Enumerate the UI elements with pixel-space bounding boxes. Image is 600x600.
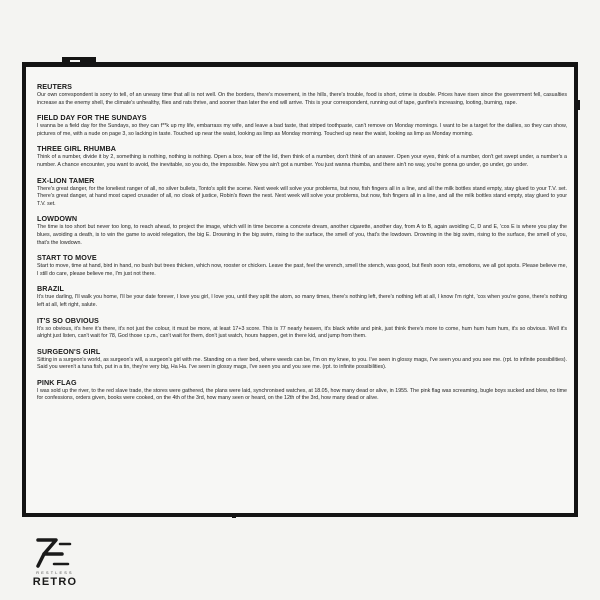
song-lyrics: Our own correspondent is sorry to tell, of an uneasy time that all is not well. On the borders, there's movement, in the hills, there's trouble, food is short, crime is double. Prices have risen since the government fell, casualties increase as the enemy shell, the climate's unhealthy, flies and rats thrive, and sooner than later the end will arrive. This is your correspondent, running out of tape, gunfire's increasing, looting, burning, rape. bbox=[37, 92, 567, 106]
song-title: FIELD DAY FOR THE SUNDAYS bbox=[37, 113, 147, 123]
song-title: SURGEON'S GIRL bbox=[37, 346, 101, 356]
song-lyrics: There's great danger, for the loneliest ranger of all, no silver bullets, Tonto's split the scene. Next week will solve your problems, but now, fish fingers all in a line, and all the milk bottles stand empty, stay glued to your T.V. set. There's great danger, at hand most caped crusader of all, no cloak of justice, Robin's flown the nest. Next week will solve your problems, but now, fish fingers all in a line, and all the milk bottles stand empty, stay glued to your T.V. set. bbox=[37, 185, 567, 207]
song-lyrics: Think of a number, divide it by 2, something is nothing, nothing is nothing. Open a box, tear off the lid, then think of a number, don't think of an answer. Open your eyes, think of a number, don't get swept under, a number's a number. A chance encounter, you want to avoid, the inevitable, so you do, the impossible. Now you ain't got a number. You just wanna rhumba, and there ain't no way, you're gonna go under, go under, go under. bbox=[37, 154, 567, 168]
song-title: REUTERS bbox=[37, 82, 73, 91]
song-title: BRAZIL bbox=[37, 284, 64, 294]
song-block bbox=[37, 113, 567, 138]
song-block bbox=[37, 253, 567, 278]
logo-mark-icon bbox=[30, 534, 80, 572]
song-block bbox=[37, 316, 567, 341]
song-lyrics: Start to move, time at hand, bird in hand, no bush but trees thicken, which now, rooster or chicken. Leave the past, feel the wrench, smell the stench, was good, but flesh soon rots, emotions, we all got spots. Please believe me, I still do care, please believe me, I'm just not there. bbox=[37, 263, 567, 277]
song-title: IT'S SO OBVIOUS bbox=[37, 315, 99, 325]
song-block bbox=[37, 144, 567, 169]
song-lyrics: Sitting in a surgeon's world, as surgeon's will, a surgeon's girl with me. Standing on a river bed, where weeds can be, I'm on my knee, to you. I've seen in glossy mags, I've seen you and you see me. (rpt. to infinite possibilities). Said you weren't a tuna fish, put in a tin, they're very big, Ha Ha. I've seen in glossy mags, I've seen you and you see me. (rpt. to infinite possibilities). bbox=[37, 356, 567, 371]
lyrics-frame bbox=[22, 62, 578, 517]
song-lyrics: It's so obvious, it's here it's there, it's not just the colour, it must be more, at least 17+3 score. This is 77 nearly heaven, it's black white and pink, just think there's more to come, hum hum hum hum, it's so obvious. Well it's alright just listen, can't wait for 78, God those r.p.m., can't wait for them, don't just watch, hours happen, get in there kid, and jump from them. bbox=[37, 325, 567, 340]
song-title: PINK FLAG bbox=[37, 377, 77, 387]
song-block bbox=[37, 176, 567, 209]
song-lyrics: I wanna be a field day for the Sundays, so they can f**k up my life, embarrass my wife, and leave a bad taste, that striped toothpaste, can't remove on Monday mornings. I want to be a target for the dailies, so they can show, pictures of me, with a nude on page 3, so lacking in taste. Touched up near the waist, looking as limp as Monday morning. Touched up near the waist, looking as limp as Monday morning. bbox=[37, 123, 567, 137]
logo-big-text: RETRO bbox=[32, 576, 78, 588]
song-block bbox=[37, 378, 567, 403]
song-block bbox=[37, 214, 567, 247]
lyrics-content bbox=[37, 82, 567, 409]
song-lyrics: The time is too short but never too long, to reach ahead, to project the image, which will in time become a concrete dream, another cigarette, another day, from A to B, again avoiding C, D and E, 'cos E is where you play the blues, avoiding a death, is to win the game to avoid relegation, the big E. Drowning in the big swim, rising to the surface, the smell of you, that's the lowdown. Drowning in the big swim, rising to the surface, the smell of you, that's the lowdown. bbox=[37, 224, 567, 246]
song-title: LOWDOWN bbox=[37, 214, 78, 224]
song-title: THREE GIRL RHUMBA bbox=[37, 144, 117, 154]
song-block bbox=[37, 347, 567, 372]
logo-small-text: RESTLESS bbox=[36, 571, 74, 575]
song-title: EX-LION TAMER bbox=[37, 175, 95, 185]
song-block bbox=[37, 284, 567, 309]
restless-retro-logo bbox=[20, 534, 90, 592]
song-title: START TO MOVE bbox=[37, 253, 97, 263]
song-lyrics: It's true darling, I'll walk you home, I'll be your date forever, I love you girl, I love you, until they split the atom, so many times, there's nothing left, there's nothing left at all, I know I'm right, 'cos when you're gone, there's nothing left at all, left right, salute. bbox=[37, 294, 567, 308]
song-block bbox=[37, 82, 567, 107]
song-lyrics: I was sold up the river, to the red slave trade, the stores were gathered, the plans were laid, synchronised watches, at 18.05, how many dead or alive, in 1955. The pink flag was screaming, bugle boys sucked and blew, no time for confessions, orders given, books were cooked, on the 4th of the 3rd, how many seen or heard, on the 12th of the 3rd, how many dead or alive. bbox=[37, 387, 567, 402]
